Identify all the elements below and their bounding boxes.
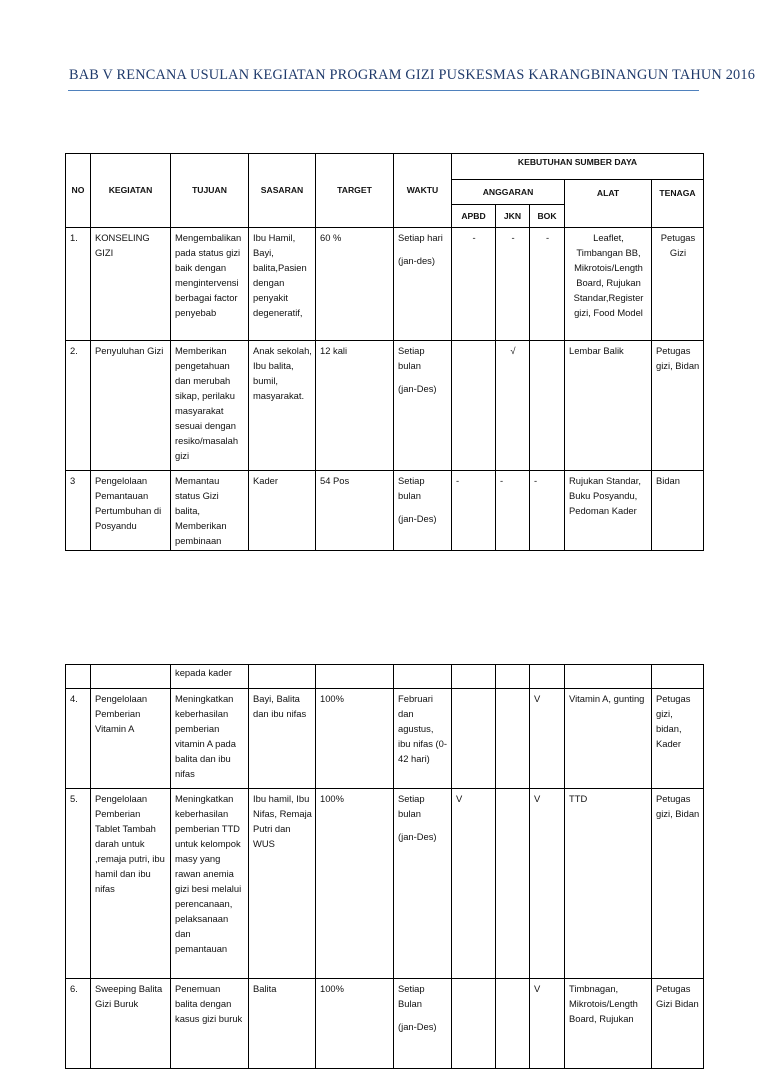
waktu-line2: (jan-Des) [398, 513, 437, 524]
waktu-line1: Setiap bulan [398, 475, 425, 501]
header-anggaran: ANGGARAN [452, 180, 565, 205]
cell-apbd [452, 689, 496, 789]
header-no: NO [66, 154, 91, 228]
cell-waktu [394, 228, 452, 341]
table-row [66, 689, 704, 789]
cell-bok: V [530, 979, 565, 1069]
waktu-line2: (jan-Des) [398, 831, 437, 842]
cell-kegiatan: Sweeping Balita Gizi Buruk [91, 979, 171, 1069]
cell-sasaran: Bayi, Balita dan ibu nifas [249, 689, 316, 789]
title-underline [68, 90, 699, 91]
cell-bok: V [530, 689, 565, 789]
cell-tujuan: Memberikan pengetahuan dan merubah sikap, perilaku masyarakat sesuai dengan resiko/masalah gizi [171, 341, 249, 471]
waktu-line2: (jan-Des) [398, 383, 437, 394]
cell-no: 2. [66, 341, 91, 471]
table-row [66, 471, 704, 551]
cell-tujuan: Meningkatkan keberhasilan pemberian TTD untuk kelompok masy yang rawan anemia gizi besi melalui perencanaan, pelaksanaan dan pemantauan [171, 789, 249, 979]
waktu-line1: Setiap bulan [398, 793, 425, 819]
table-row [66, 228, 704, 341]
cell-tujuan: Memantau status Gizi balita, Memberikan pembinaan [171, 471, 249, 551]
cell-target: 12 kali [316, 341, 394, 471]
header-kegiatan: KEGIATAN [91, 154, 171, 228]
cell-tenaga: Bidan [652, 471, 704, 551]
cell-target: 54 Pos [316, 471, 394, 551]
cell-waktu: Februari dan agustus, ibu nifas (0-42 hari) [394, 689, 452, 789]
cell-tujuan: Meningkatkan keberhasilan pemberian vitamin A pada balita dan ibu nifas [171, 689, 249, 789]
waktu-line1: Setiap hari [398, 232, 443, 243]
cell-jkn: - [496, 228, 530, 341]
header-kebutuhan: KEBUTUHAN SUMBER DAYA [452, 154, 704, 180]
cell-tenaga: Petugas gizi, Bidan [652, 341, 704, 471]
cell-alat: TTD [565, 789, 652, 979]
cell-waktu [394, 341, 452, 471]
cell-tujuan: Penemuan balita dengan kasus gizi buruk [171, 979, 249, 1069]
cell-alat: Lembar Balik [565, 341, 652, 471]
waktu-line2: (jan-Des) [398, 1021, 437, 1032]
cell-target: 100% [316, 689, 394, 789]
cell-jkn: √ [496, 341, 530, 471]
table-row [66, 789, 704, 979]
cell-kegiatan: Penyuluhan Gizi [91, 341, 171, 471]
cell-sasaran: Balita [249, 979, 316, 1069]
header-target: TARGET [316, 154, 394, 228]
cell-bok: - [530, 228, 565, 341]
cell-tujuan: Mengembalikan pada status gizi baik dengan mengintervensi berbagai factor penyebab [171, 228, 249, 341]
cell-kegiatan: Pengelolaan Pemantauan Pertumbuhan di Posyandu [91, 471, 171, 551]
cell-bok [530, 341, 565, 471]
cell-no: 5. [66, 789, 91, 979]
table-row [66, 341, 704, 471]
cell-no: 6. [66, 979, 91, 1069]
cell-jkn: - [496, 471, 530, 551]
cell-target: 100% [316, 789, 394, 979]
header-apbd: APBD [452, 205, 496, 228]
header-alat: ALAT [565, 180, 652, 228]
cell-tujuan-continued: kepada kader [171, 665, 249, 689]
cell-waktu [394, 471, 452, 551]
table-row-continuation [66, 665, 704, 689]
cell-tenaga: Petugas gizi, bidan, Kader [652, 689, 704, 789]
waktu-line2: (jan-des) [398, 255, 435, 266]
cell-bok: - [530, 471, 565, 551]
cell-bok: V [530, 789, 565, 979]
cell-jkn [496, 689, 530, 789]
cell-no: 3 [66, 471, 91, 551]
cell-tenaga: Petugas Gizi [652, 228, 704, 341]
cell-target: 60 % [316, 228, 394, 341]
header-tujuan: TUJUAN [171, 154, 249, 228]
cell-sasaran: Ibu Hamil, Bayi, balita,Pasien dengan penyakit degeneratif, [249, 228, 316, 341]
cell-waktu [394, 789, 452, 979]
page-title: BAB V RENCANA USULAN KEGIATAN PROGRAM GIZI PUSKESMAS KARANGBINANGUN TAHUN 2016 [69, 67, 756, 83]
cell-no: 4. [66, 689, 91, 789]
cell-jkn [496, 789, 530, 979]
activity-table [65, 153, 704, 551]
cell-apbd [452, 341, 496, 471]
cell-sasaran: Anak sekolah, Ibu balita, bumil, masyarakat. [249, 341, 316, 471]
cell-tenaga: Petugas Gizi Bidan [652, 979, 704, 1069]
waktu-line1: Setiap Bulan [398, 983, 425, 1009]
cell-kegiatan: KONSELING GIZI [91, 228, 171, 341]
cell-sasaran: Kader [249, 471, 316, 551]
waktu-line1: Setiap bulan [398, 345, 425, 371]
cell-alat: Timbnagan, Mikrotois/Length Board, Rujukan [565, 979, 652, 1069]
cell-apbd: - [452, 471, 496, 551]
activity-table-continued [65, 664, 704, 1069]
header-sasaran: SASARAN [249, 154, 316, 228]
header-jkn: JKN [496, 205, 530, 228]
header-bok: BOK [530, 205, 565, 228]
header-waktu: WAKTU [394, 154, 452, 228]
cell-target: 100% [316, 979, 394, 1069]
cell-kegiatan: Pengelolaan Pemberian Tablet Tambah darah untuk ,remaja putri, ibu hamil dan ibu nifas [91, 789, 171, 979]
cell-tenaga: Petugas gizi, Bidan [652, 789, 704, 979]
cell-alat: Vitamin A, gunting [565, 689, 652, 789]
cell-apbd: - [452, 228, 496, 341]
cell-kegiatan: Pengelolaan Pemberian Vitamin A [91, 689, 171, 789]
cell-no: 1. [66, 228, 91, 341]
header-tenaga: TENAGA [652, 180, 704, 228]
cell-apbd: V [452, 789, 496, 979]
cell-sasaran: Ibu hamil, Ibu Nifas, Remaja Putri dan WUS [249, 789, 316, 979]
cell-alat: Leaflet, Timbangan BB, Mikrotois/Length Board, Rujukan Standar,Register gizi, Food Model [565, 228, 652, 341]
cell-alat: Rujukan Standar, Buku Posyandu, Pedoman Kader [565, 471, 652, 551]
